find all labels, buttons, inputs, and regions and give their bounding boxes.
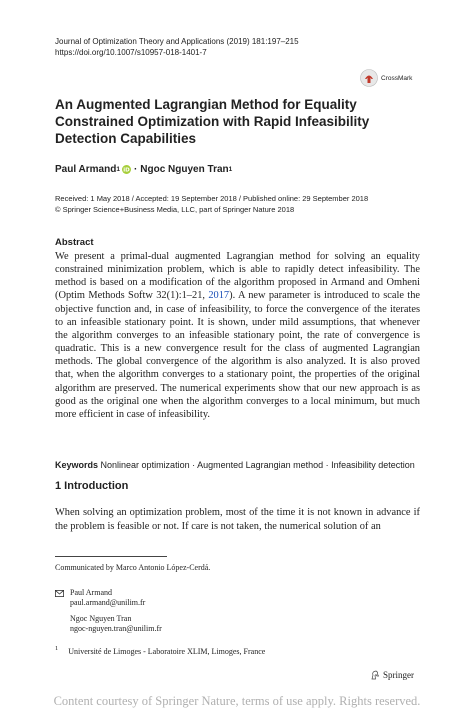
svg-text:iD: iD [123,167,130,174]
abstract-text: We present a primal-dual augmented Lagrangian method for solving an equality constrained minimization problem, which is able to rapidly detect infeasibility. The method is based on a modification of the algorithm proposed in Armand and Omheni (Optim Methods Softw 32(1):1–21, [55,251,420,302]
author-separator: · [133,164,138,175]
contact-email[interactable]: ngoc-nguyen.tran@unilim.fr [70,624,162,633]
history-dates: Received: 1 May 2018 / Accepted: 19 September 2018 / Published online: 29 September 2018 [55,194,369,203]
paper-title: An Augmented Lagrangian Method for Equality Constrained Optimization with Rapid Infeasibility Detection Capabilities [55,97,370,146]
orcid-icon[interactable] [122,165,131,174]
contact-name: Paul Armand [70,588,112,597]
courtesy-watermark: Content courtesy of Springer Nature, terms of use apply. Rights reserved. [53,694,421,708]
abstract-heading: Abstract [55,237,94,248]
contact-name: Ngoc Nguyen Tran [70,614,132,623]
email-icon [55,590,64,597]
contact-block [55,588,162,634]
affiliation-marker: 1 [228,166,233,173]
citation-link[interactable]: 2017 [208,290,230,302]
author-list [55,164,232,175]
springer-horse-icon [370,670,380,680]
affiliation-text: Université de Limoges - Laboratoire XLIM, Limoges, France [68,646,266,656]
journal-header [55,36,299,58]
author-name[interactable]: Paul Armand [55,164,117,175]
intro-paragraph: When solving an optimization problem, most of the time it is not known in advance if the problem is feasible or not. If care is not taken, the numerical solution of an [55,507,420,532]
journal-citation: Journal of Optimization Theory and Applications (2019) 181:197–215 [55,37,299,46]
communicated-by: Communicated by Marco Antonio López-Cerdá. [55,563,211,572]
abstract-body [55,250,420,421]
crossmark-icon [360,69,378,87]
section-heading: 1 Introduction [55,480,129,492]
publication-dates [55,194,368,215]
crossmark-label: CrossMark [381,74,413,82]
abstract-text: ). A new parameter is introduced to scale the objective function and, in case of infeasibility, to force the convergence of the iterates to an infeasible stationary point. It is shown, under mild assumptions, that whenever the algorithm converges to an infeasible stationary point, the rate of convergence is quadratic. This is a new convergence result for the class of augmented Lagrangian methods. The global convergence of the algorithm is also analyzed. It is also proved that, when the algorithm converges to a stationary point, the properties of the original algorithm are preserved. The numerical experiments show that our new approach is as good as the original one when the algorithm converges to a local minimum, but much more efficient in case of infeasibility. [55,290,420,420]
footnote-divider [55,556,167,557]
keywords-label: Keywords [55,460,99,470]
affiliation-number: 1 [55,645,59,652]
copyright-line: © Springer Science+Business Media, LLC, part of Springer Nature 2018 [55,204,295,214]
springer-logo [370,670,414,680]
affiliation [55,645,265,656]
crossmark-badge[interactable] [360,69,412,87]
affiliation-marker: 1 [116,166,120,173]
publisher-name: Springer [383,670,414,680]
contact-email[interactable]: paul.armand@unilim.fr [70,598,146,607]
keywords-list: Nonlinear optimization · Augmented Lagrangian method · Infeasibility detection [100,460,415,470]
doi-link[interactable]: https://doi.org/10.1007/s10957-018-1401-7 [55,48,207,57]
author-name[interactable]: Ngoc Nguyen Tran [140,164,229,175]
keywords [55,459,420,472]
